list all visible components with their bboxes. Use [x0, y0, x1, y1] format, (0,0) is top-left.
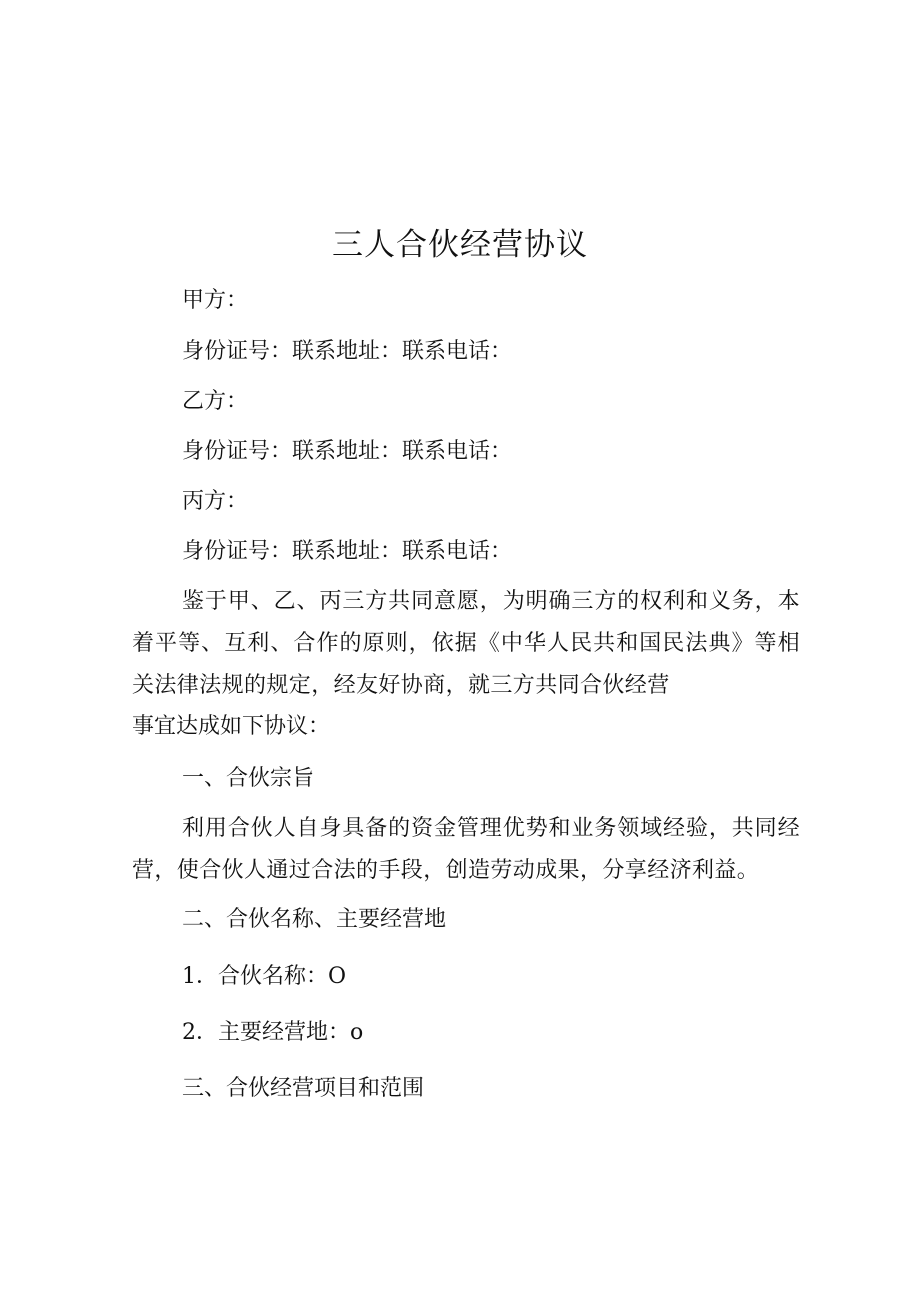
party-b-info: 身份证号：联系地址：联系电话：	[182, 439, 513, 464]
party-c-info: 身份证号：联系地址：联系电话：	[182, 539, 513, 564]
preamble-end: 事宜达成如下协议：	[132, 714, 331, 739]
section-2-heading: 二、合伙名称、主要经营地	[182, 907, 447, 932]
section-1-heading: 一、合伙宗旨	[182, 766, 315, 791]
party-a-info: 身份证号：联系地址：联系电话：	[182, 339, 513, 364]
section-3-heading: 三、合伙经营项目和范围	[182, 1076, 425, 1101]
party-a-label: 甲方：	[182, 288, 249, 313]
section-1-body: 利用合伙人自身具备的资金管理优势和业务领域经验，共同经营，使合伙人通过合法的手段，创造劳动成果，分享经济利益。	[132, 816, 800, 883]
document-title: 三人合伙经营协议	[332, 227, 588, 263]
preamble-paragraph: 鉴于甲、乙、丙三方共同意愿，为明确三方的权利和义务，本着平等、互利、合作的原则，依据《中华人民共和国民法典》等相关法律法规的规定，经友好协商，就三方共同合伙经营	[132, 589, 800, 698]
section-2-item-2: 2．主要经营地：o	[182, 1020, 364, 1045]
section-2-item-1: 1．合伙名称：O	[182, 964, 347, 989]
party-b-label: 乙方：	[182, 389, 249, 414]
party-c-label: 丙方：	[182, 489, 249, 514]
